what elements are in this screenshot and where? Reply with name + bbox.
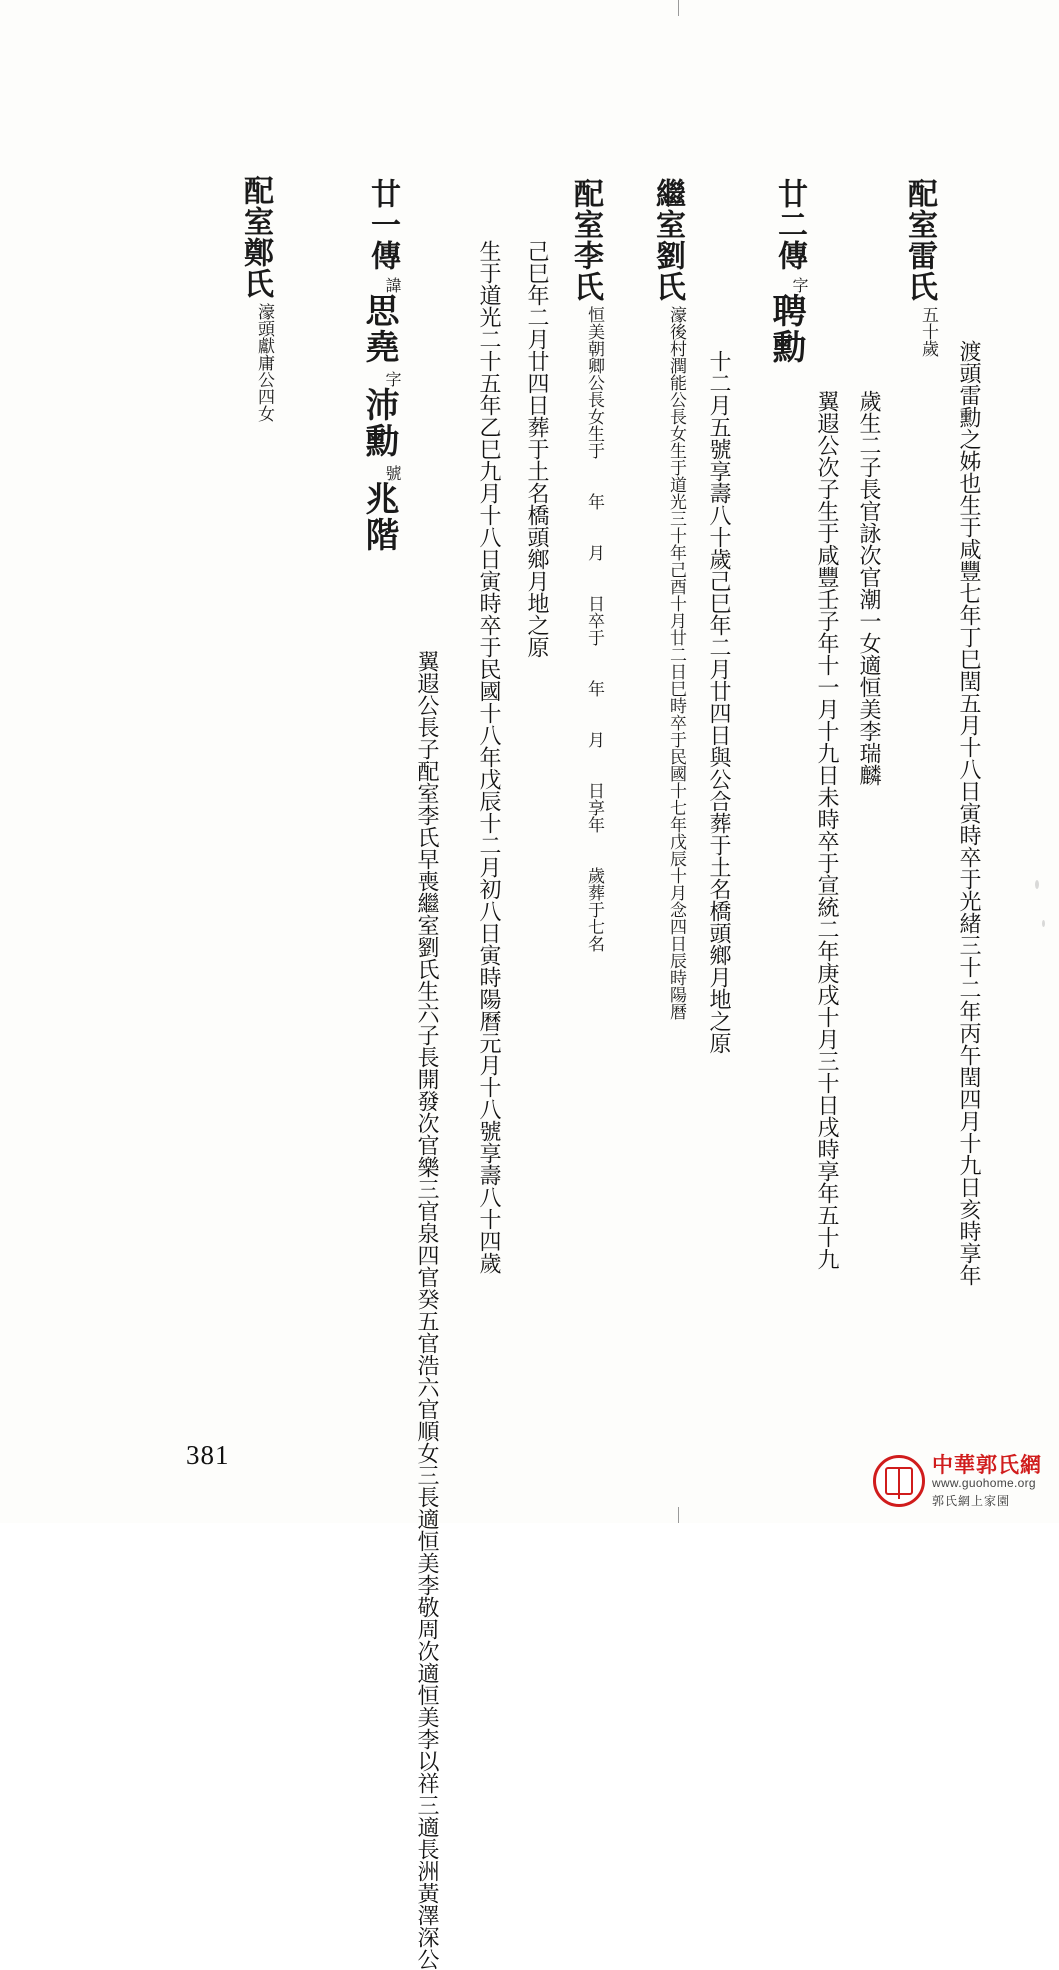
text-column-burial: 己巳年二月廿四日葬于土名橋頭鄉月地之原 [524,240,549,658]
column-group-generation-22 [766,178,811,365]
seal-icon [873,1455,925,1507]
label-zi-2: 字 [790,277,809,293]
text-column-pinxun-children: 歲生二子長官詠次官潮一女適恒美李瑞麟 [856,390,881,786]
column-group-liu [645,178,689,1020]
column-group-li [563,178,607,952]
watermark-logo [873,1451,1049,1511]
text-column-pinxun-life: 翼遐公次子生于咸豐壬子年十一月十九日未時卒于宣統二年庚戌十月三十日戌時享年五十九 [814,390,839,1270]
scan-speck-a [1035,880,1039,889]
note-li-details: 恒美朝卿公長女生于 年 月 日卒于 年 月 日享年 歲葬于七名 [584,306,604,952]
scan-edge-mark-top [678,0,679,16]
text-column-birth-death: 生于道光二十五年乙巳九月十八日寅時卒于民國十八年戊辰十二月初八日寅時陽曆元月十八號享壽八十四歲 [476,240,501,1274]
label-hao: 號 [383,465,402,481]
logo-tagline: 郭氏網上家園 [932,1494,1011,1509]
heading-jishi-liu: 繼室劉氏 [650,178,685,302]
generation-22-label: 廿二傳 [772,178,807,271]
note-zheng-origin: 濠頭獻庸公四女 [254,303,274,422]
person-name-pinxun: 聘勳 [766,293,806,365]
heading-peishi-lei: 配室雷氏 [902,178,937,302]
page-number: 381 [186,1440,230,1470]
column-group-generation-21 [359,178,404,553]
logo-text-group [932,1453,1042,1509]
note-liu-details: 濠後村潤能公長女生于道光三十年己酉十月廿二日巳時卒于民國十七年戊辰十月念四日辰時陽曆 [666,306,686,1020]
heading-peishi-zheng: 配室鄭氏 [238,175,273,299]
heading-peishi-li: 配室李氏 [568,178,603,302]
person-name-siyao: 思堯 [359,293,399,365]
note-lei-age: 五十歲 [918,306,938,357]
generation-21-label: 廿一傳 [365,178,400,271]
text-column-children-list: 翼遐公長子配室李氏早喪繼室劉氏生六子長開發次官樂三官泉四官癸五官浩六官順女三長適恒美李敬周次適恒美李以祥三適長洲黃澤深公 [414,650,439,1970]
person-zi-peixun: 沛勳 [359,387,399,459]
column-group-zheng [233,175,277,422]
label-zi: 字 [383,371,402,387]
person-hao-zhaojie: 兆階 [359,481,399,553]
logo-site-name: 中華郭氏網 [932,1451,1042,1477]
text-column-liu-continued: 十二月五號享壽八十歲己巳年二月廿四日與公合葬于土名橋頭鄉月地之原 [706,350,731,1054]
scan-speck-b [1042,920,1045,927]
label-courtesy-name-hui: 諱 [383,277,402,293]
text-column-lei-details: 渡頭雷勳之姊也生于咸豐七年丁巳閏五月十八日寅時卒于光緒三十二年丙午閏四月十九日亥時享年 [956,340,981,1286]
scan-edge-mark-bottom [678,1507,679,1523]
column-group-lei [897,178,941,357]
logo-site-url: www.guohome.org [932,1476,1036,1491]
